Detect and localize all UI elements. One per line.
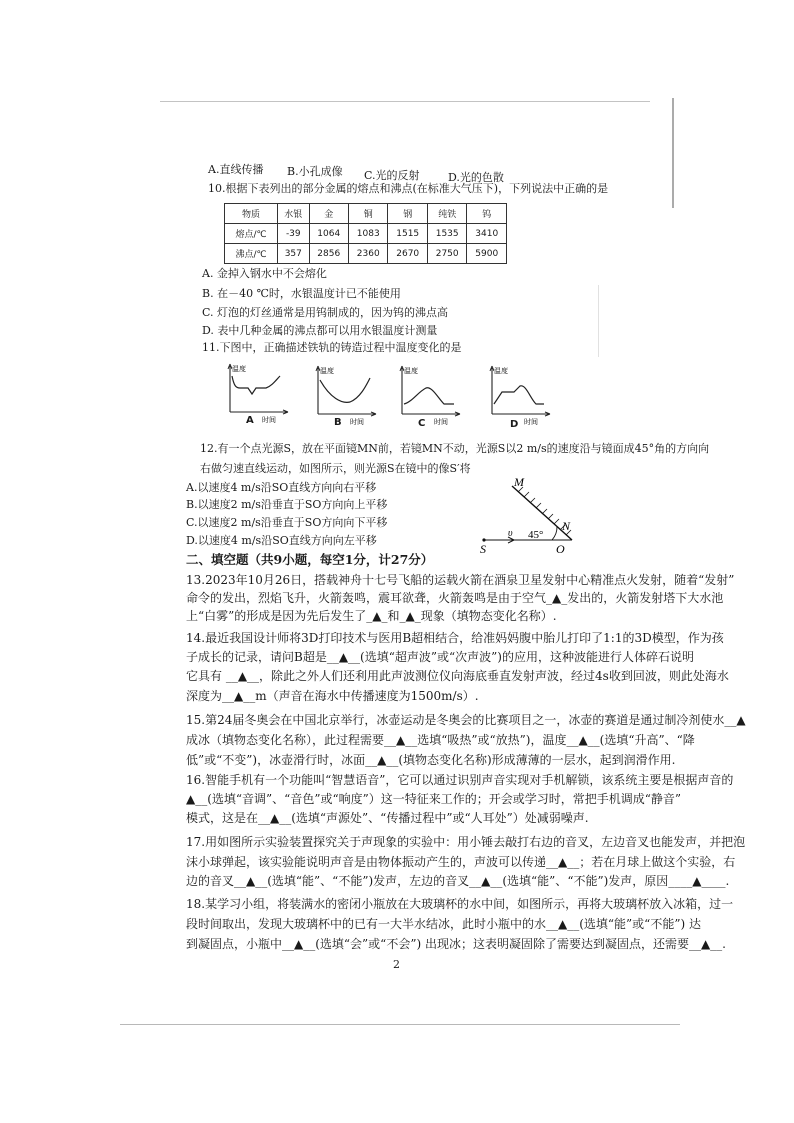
y-axis-label: 温度	[232, 365, 246, 373]
q12-option-c: C.以速度2 m/s沿垂直于SO方向向下平移	[186, 516, 388, 529]
label-m: M	[514, 475, 524, 489]
table-cell: 357	[278, 244, 309, 264]
graph-d-letter: D	[510, 419, 519, 430]
q13-line1: 13.2023年10月26日，搭载神舟十七号飞船的运载火箭在酒泉卫星发射中心精准点火发射，随着“发射”	[186, 573, 735, 587]
q18-line3: 到凝固点，小瓶中__▲__(选填“会”或“不会”) 出现冰；这表明凝固除了需要达到凝固点，还需要__▲__.	[186, 937, 726, 951]
table-cell: 1535	[427, 224, 466, 244]
q16-line3: 模式，这是在__▲__(选填“声源处”、“传播过程中”或“人耳处”）处减弱噪声.	[186, 811, 589, 825]
table-cell: -39	[278, 224, 309, 244]
graph-a-letter: A	[246, 415, 254, 426]
label-s: S	[480, 542, 486, 556]
q10-option-d: D. 表中几种金属的沸点都可以用水银温度计测量	[202, 324, 438, 337]
page-number: 2	[393, 958, 400, 971]
graph-b-letter: B	[334, 417, 342, 428]
q10-stem: 10.根据下表列出的部分金属的熔点和沸点(在标准大气压下)，下列说法中正确的是	[208, 182, 609, 195]
temperature-graph-a	[222, 362, 290, 424]
table-cell: 1083	[348, 224, 387, 244]
q10-option-b: B. 在－40 ℃时，水银温度计已不能使用	[202, 287, 401, 300]
x-axis-label: 时间	[262, 416, 276, 424]
table-row	[225, 224, 507, 244]
temperature-graph-d	[484, 364, 552, 426]
scan-edge-bottom	[120, 1024, 680, 1025]
scan-faint-box	[598, 285, 599, 357]
label-n: N	[562, 519, 571, 533]
table-cell: 钢	[388, 204, 427, 224]
x-axis-label: 时间	[434, 418, 448, 426]
q14-line3: 它具有 __▲__，除此之外人们还利用此声波测位仪向海底垂直发射声波，经过4s收到回波，则此处海水	[186, 669, 729, 683]
q12-option-b: B.以速度2 m/s沿垂直于SO方向向上平移	[186, 498, 388, 511]
q18-line2: 段时间取出，发现大玻璃杯中的已有一大半水结冰，此时小瓶中的水__▲__(选填“能”或“不能”) 达	[186, 917, 701, 931]
y-axis-label: 温度	[320, 367, 334, 375]
scan-edge-top	[160, 101, 650, 102]
x-axis-label: 时间	[350, 418, 364, 426]
table-row	[225, 244, 507, 264]
q15-line1: 15.第24届冬奥会在中国北京举行，冰壶运动是冬奥会的比赛项目之一，冰壶的赛道是通过制冷剂使水__▲	[186, 713, 746, 727]
mirror-diagram	[470, 474, 590, 556]
q11-stem: 11.下图中，正确描述铁轨的铸造过程中温度变化的是	[202, 341, 462, 354]
table-cell: 2670	[388, 244, 427, 264]
table-cell: 3410	[467, 224, 507, 244]
section-heading-fill-blank: 二、填空题（共9小题，每空1分，计27分）	[186, 552, 434, 567]
q14-line2: 子成长的记录，请问B超是__▲__(选填“超声波”或“次声波”)的应用，这种波能进行人体碎石说明	[186, 650, 694, 664]
q9-option-b: B.小孔成像	[287, 165, 343, 178]
q14-line1: 14.最近我国设计师将3D打印技术与医用B超相结合，给准妈妈腹中胎儿打印了1:1的3D模型，作为孩	[186, 631, 724, 645]
q17-line3: 边的音叉__▲__(选填“能”、“不能”)发声，左边的音叉__▲__(选填“能”、“不能”)发声，原因____▲____.	[186, 874, 730, 888]
q12-stem-line2: 右做匀速直线运动，如图所示，则光源S在镜中的像S′将	[200, 462, 471, 475]
q9-option-c: C.光的反射	[364, 169, 420, 182]
table-cell: 纯铁	[427, 204, 466, 224]
q12-option-d: D.以速度4 m/s沿SO直线方向向左平移	[186, 534, 377, 547]
q15-line3: 低”或“不变”)，冰壶滑行时，冰面__▲__(填物态变化名称)形成薄薄的一层水，起到润滑作用.	[186, 753, 676, 767]
table-cell: 金	[309, 204, 348, 224]
q16-line1: 16.智能手机有一个功能叫“智慧语音”，它可以通过识别声音实现对手机解锁，该系统主要是根据声音的	[186, 773, 734, 787]
q12-option-a: A.以速度4 m/s沿SO直线方向向右平移	[186, 481, 377, 494]
q10-option-a: A. 金掉入钢水中不会熔化	[202, 267, 327, 280]
label-angle: 45°	[528, 529, 544, 541]
q9-option-a: A.直线传播	[208, 163, 264, 176]
x-axis-label: 时间	[524, 418, 538, 426]
label-velocity: υ	[508, 528, 513, 539]
table-cell: 1064	[309, 224, 348, 244]
q15-line2: 成冰（填物态变化名称），此过程需要__▲__选填“吸热”或“放热”)，温度__▲__(选填“升高”、“降	[186, 733, 695, 747]
scan-edge-right	[672, 98, 674, 208]
q17-line2: 沫小球弹起，该实验能说明声音是由物体振动产生的，声波可以传递__▲__；若在月球上做这个实验，右	[186, 855, 736, 869]
q16-line2: ▲__(选填“音调”、“音色”或“响度”）这一特征来工作的；开会或学习时，常把手机调成“静音”	[186, 792, 681, 806]
q14-line4: 深度为__▲__m（声音在海水中传播速度为1500m/s）.	[186, 689, 479, 703]
q13-line2: 命令的发出，烈焰飞升，火箭轰鸣，震耳欲聋，火箭轰鸣是由于空气_▲_发出的，火箭发射塔下大水池	[186, 591, 724, 605]
y-axis-label: 温度	[494, 367, 508, 375]
table-cell: 铜	[348, 204, 387, 224]
y-axis-label: 温度	[404, 367, 418, 375]
table-cell: 2856	[309, 244, 348, 264]
table-cell: 1515	[388, 224, 427, 244]
graph-c-letter: C	[418, 418, 426, 429]
table-cell: 水银	[278, 204, 309, 224]
temperature-graph-b	[310, 364, 378, 426]
q10-option-c: C. 灯泡的灯丝通常是用钨制成的，因为钨的沸点高	[202, 306, 449, 319]
temperature-graph-c	[394, 364, 462, 426]
table-cell: 2360	[348, 244, 387, 264]
melting-point-table	[224, 203, 507, 264]
table-cell: 物质	[225, 204, 278, 224]
q17-line1: 17.用如图所示实验装置探究关于声现象的实验中：用小锤去敲打右边的音叉，左边音叉也能发声，并把泡	[186, 835, 746, 849]
table-cell: 5900	[467, 244, 507, 264]
table-cell: 2750	[427, 244, 466, 264]
table-cell: 沸点/℃	[225, 244, 278, 264]
q13-line3: 上“白雾”的形成是因为先后发生了_▲_和_▲_现象（填物态变化名称）.	[186, 609, 557, 623]
table-row	[225, 204, 507, 224]
label-o: O	[556, 542, 565, 556]
q12-stem-line1: 12.有一个点光源S，放在平面镜MN前，若镜MN不动，光源S以2 m/s的速度沿与镜面成45°角的方向向	[200, 442, 710, 455]
q9-option-d: D.光的色散	[448, 171, 504, 184]
q18-line1: 18.某学习小组，将装满水的密闭小瓶放在大玻璃杯的水中间，如图所示，再将大玻璃杯放入冰箱，过一	[186, 897, 734, 911]
table-cell: 钨	[467, 204, 507, 224]
table-cell: 熔点/℃	[225, 224, 278, 244]
